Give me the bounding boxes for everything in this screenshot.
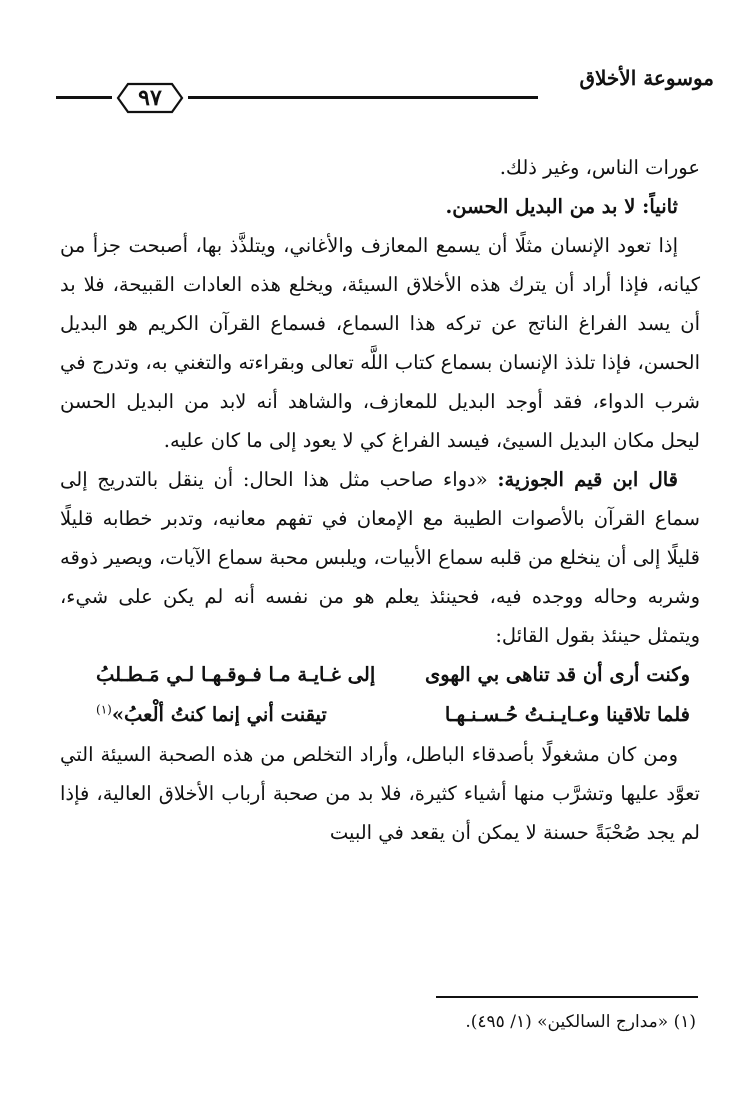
footnote-rule bbox=[436, 996, 698, 998]
verse-1-first-half: وكنت أرى أن قد تناهى بي الهوى bbox=[424, 663, 690, 686]
footnote: (١) «مدارج السالكين» (١/ ٤٩٥). bbox=[465, 1012, 696, 1032]
verse-2-second-half bbox=[96, 695, 327, 735]
verse-2-first-half: فلما تلاقينا وعـايـنـتُ حُـسـنـهـا bbox=[444, 703, 690, 726]
intro-line: عورات الناس، وغير ذلك. bbox=[499, 156, 700, 179]
paragraph-1: إذا تعود الإنسان مثلًا أن يسمع المعازف والأغاني، ويتلذَّذ بها، أصبحت جزأ من كيانه، فإذا أراد أن يترك هذه الأخلاق السيئة، ويخلع هذه العادات القبيحة، فلا بد أن يسد الفراغ الناتج عن تركه هذا السماع، فسماع القرآن الكريم هو البديل الحسن، فإذا تلذذ الإنسان بسماع كتاب اللَّه تعالى وبقراءته والتغني به، وتدرج في شرب الدواء، فقد أوجد البديل للمعازف، والشاهد أنه لابد من البديل الحسن ليحل مكان البديل السيئ، فيسد الفراغ كي لا يعود إلى ما كان عليه. bbox=[60, 234, 700, 452]
quote-author: قال ابن قيم الجوزية: bbox=[497, 468, 678, 491]
verse-line-2 bbox=[60, 695, 700, 735]
book-title: موسوعة الأخلاق bbox=[579, 66, 714, 90]
page-body bbox=[60, 148, 700, 852]
footnote-marker[interactable]: (١) bbox=[96, 702, 112, 717]
verse-1-second-half: إلى غـايـة مـا فـوقـهـا لـي مَـطـلبُ bbox=[96, 663, 376, 686]
header-rule-left bbox=[56, 96, 112, 99]
quote-text: «دواء صاحب مثل هذا الحال: أن ينقل بالتدريج إلى سماع القرآن بالأصوات الطيبة مع الإمعان في تفهم معانيه، وتدبر خطابه قليلًا قليلًا إلى أن ينخلع من قلبه سماع الأبيات، ويلبس محبة سماع الآيات، ويصير ذوقه وشربه وحاله ووجده فيه، فحينئذ يعلم هو من نفسه أنه لم يكن على شيء، ويتمثل حينئذ بقول القائل: bbox=[60, 468, 700, 647]
quote-paragraph bbox=[60, 460, 700, 655]
page-number: ٩٧ bbox=[138, 85, 162, 111]
section-heading: ثانياً: لا بد من البديل الحسن. bbox=[445, 195, 678, 218]
header-rule-right bbox=[188, 96, 538, 99]
verse-2-second-half-text: تيقنت أني إنما كنتُ ألْعبُ» bbox=[111, 703, 327, 726]
verse-line-1 bbox=[60, 655, 700, 695]
paragraph-2: ومن كان مشغولًا بأصدقاء الباطل، وأراد التخلص من هذه الصحبة السيئة التي تعوَّد عليها وتشرَّب منها أشياء كثيرة، فلا بد من صحبة أرباب الأخلاق العالية، فإذا لم يجد صُحْبَةً حسنة لا يمكن أن يقعد في البيت bbox=[60, 743, 700, 844]
